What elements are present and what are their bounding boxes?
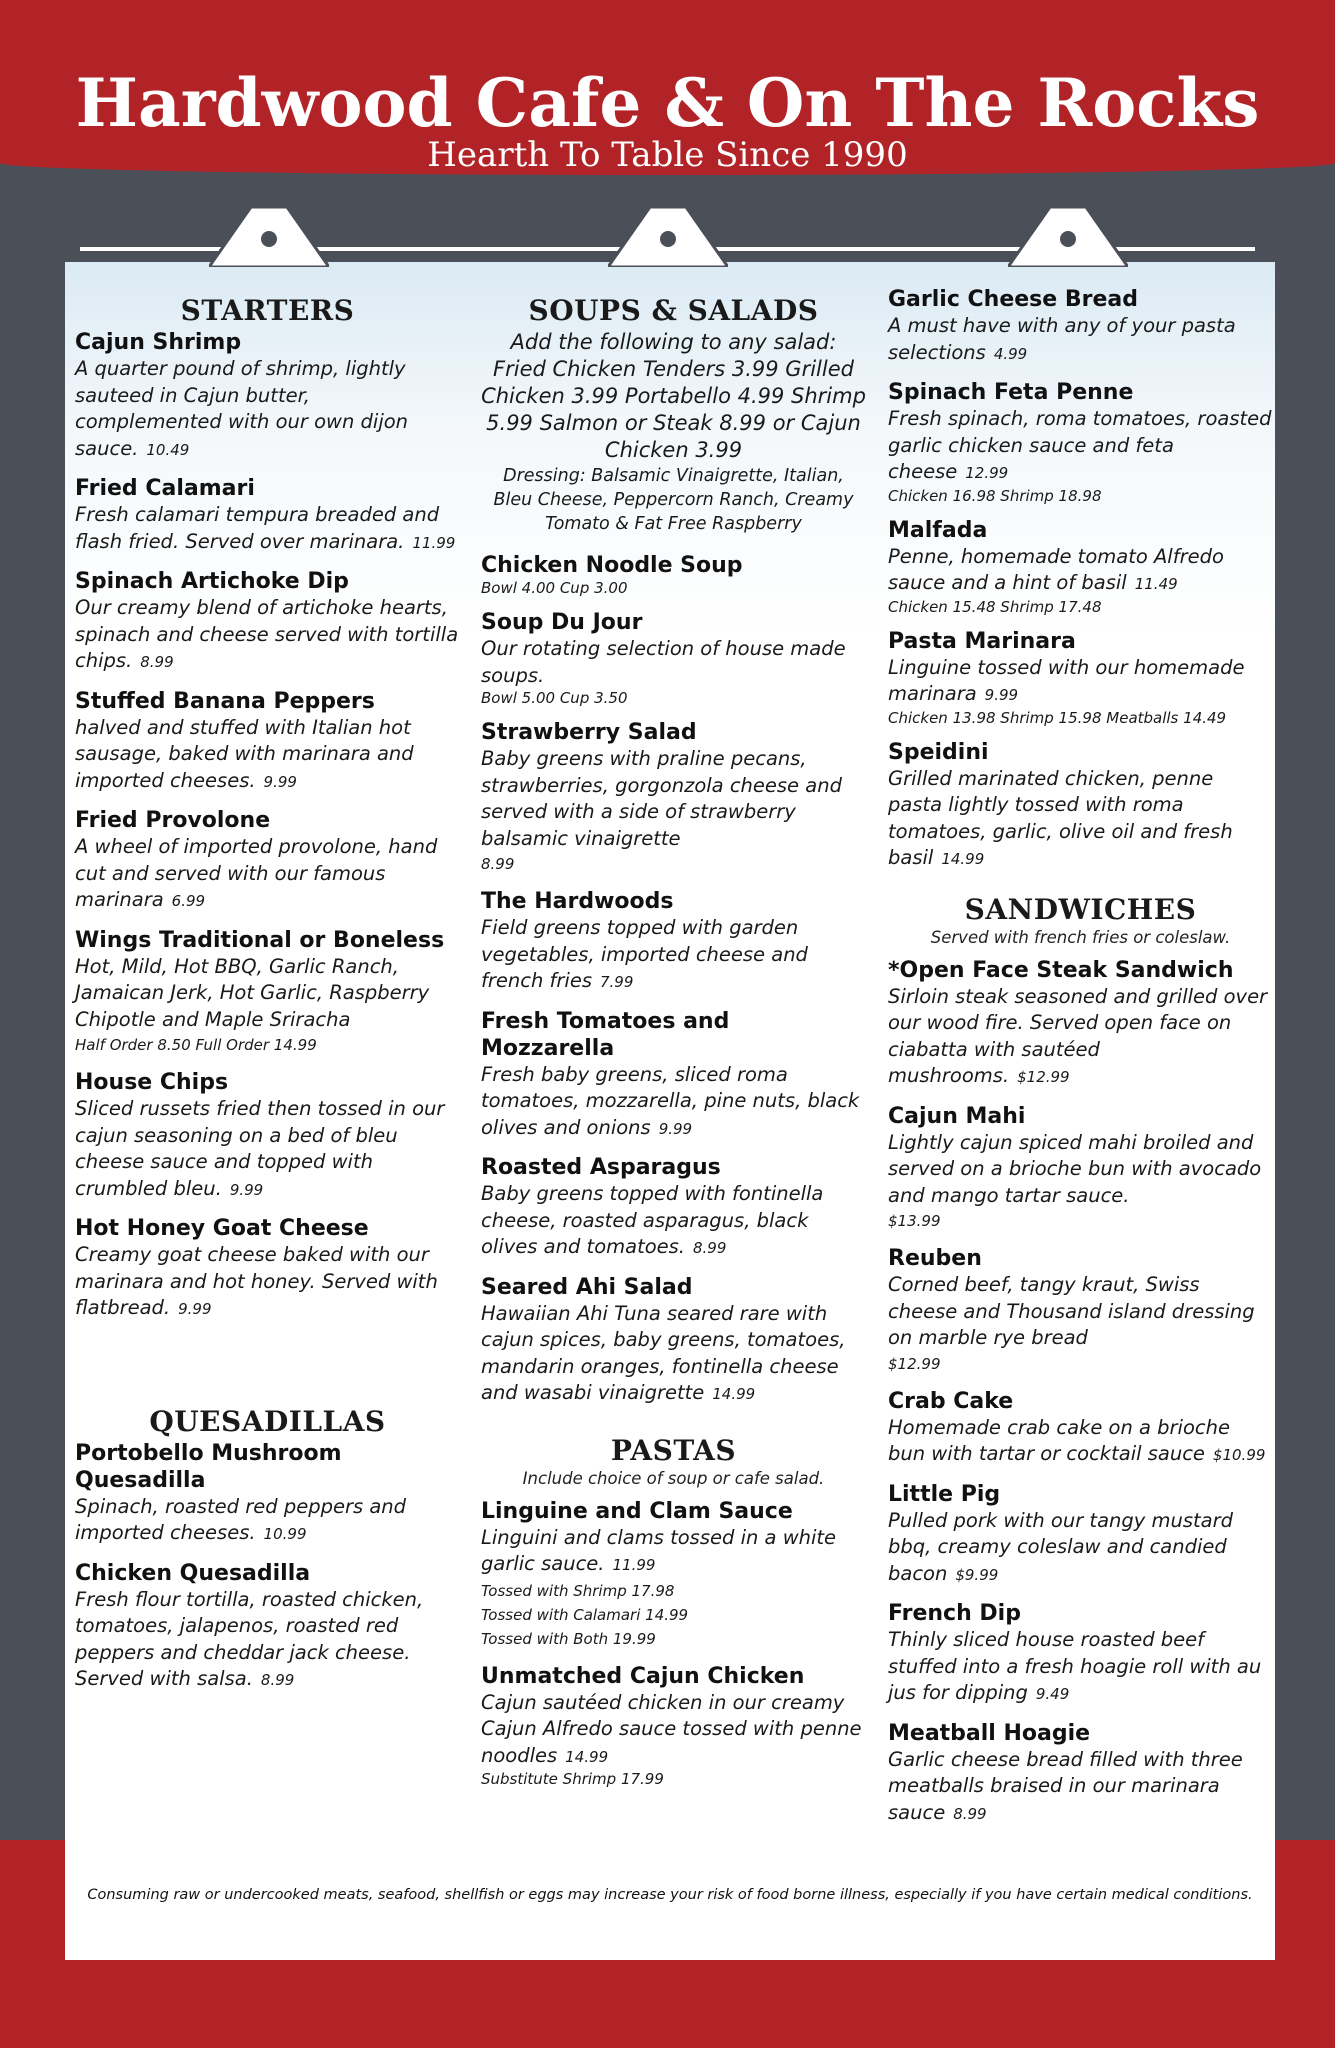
menu-item-portobello-quesadilla	[75, 1440, 460, 1548]
menu-item-little-pig	[888, 1481, 1273, 1589]
item-price: 11.49	[1134, 575, 1178, 593]
item-name: The Hardwoods	[481, 889, 674, 914]
menu-item-french-dip	[888, 1600, 1273, 1708]
item-desc: Pulled pork with our tangy mustard bbq, creamy coleslaw and candied bacon $9.99	[888, 1508, 1233, 1585]
item-price: 9.99	[658, 1119, 693, 1138]
item-price: 12.99	[965, 464, 1009, 482]
item-price: $13.99	[888, 1212, 941, 1230]
item-desc: Hawaiian Ahi Tuna seared rare with cajun spices, baby greens, tomatoes, mandarin oranges, fontinella cheese and wasabi vinaigrette 14.99	[481, 1301, 846, 1404]
item-desc: Thinly sliced house roasted beef stuffed into a fresh hoagie roll with au jus for dipping 9.49	[888, 1628, 1262, 1704]
item-desc: Lightly cajun spiced mahi broiled and served on a brioche bun with avocado and mango tartar sauce.	[888, 1130, 1262, 1207]
item-price: $12.99	[1017, 1068, 1070, 1086]
menu-item-spinach-feta-penne	[888, 379, 1273, 505]
item-price: 14.99	[712, 1385, 756, 1403]
item-desc: Linguine tossed with our homemade marinara 9.99	[888, 655, 1245, 705]
item-desc: Homemade crab cake on a brioche bun with tartar or cocktail sauce $10.99	[888, 1415, 1266, 1465]
item-desc: A must have with any of your pasta selections 4.99	[888, 314, 1236, 364]
item-desc: Penne, homemade tomato Alfredo sauce and a hint of basil 11.49	[888, 544, 1224, 594]
item-name: Fried Calamari	[75, 476, 255, 501]
item-desc: Fresh spinach, roma tomatoes, roasted garlic chicken sauce and feta cheese 12.99	[888, 407, 1272, 483]
item-name: Chicken Noodle Soup	[481, 553, 743, 578]
hanging-tab-right	[1008, 205, 1128, 267]
salad-dressings: Dressing: Balsamic Vinaigrette, Italian, Bleu Cheese, Peppercorn Ranch, Creamy Tomato & Fat Free Raspberry	[493, 466, 854, 534]
item-price: 4.99	[993, 344, 1028, 363]
item-name: House Chips	[75, 1070, 229, 1095]
item-desc: Linguini and clams tossed in a white garlic sauce. 11.99	[481, 1525, 837, 1575]
menu-item-fried-provolone	[75, 807, 460, 915]
item-price: 9.99	[263, 772, 297, 791]
header-divider	[0, 175, 1335, 187]
item-name: Stuffed Banana Peppers	[75, 688, 375, 714]
menu-item-reuben	[888, 1245, 1273, 1376]
menu-item-open-face-steak	[888, 957, 1273, 1091]
menu-item-house-chips	[75, 1069, 460, 1203]
item-price: 9.99	[984, 686, 1019, 704]
item-desc: Creamy goat cheese baked with our marinara and hot honey. Served with flatbread. 9.99	[75, 1243, 438, 1319]
item-name: Chicken Quesadilla	[75, 1560, 311, 1586]
item-desc: Our rotating selection of house made soups.	[481, 637, 846, 687]
menu-item-strawberry-salad	[481, 719, 866, 876]
item-name: Meatball Hoagie	[888, 1720, 1091, 1746]
item-price-options: Chicken 15.48 Shrimp 17.48	[888, 597, 1102, 616]
item-desc: Baby greens topped with fontinella cheese, roasted asparagus, black olives and tomatoes. 8.99	[481, 1182, 824, 1258]
menu-item-stuffed-banana-peppers	[75, 688, 460, 796]
menu-item-hot-honey-goat-cheese	[75, 1215, 460, 1323]
sandwiches-heading: SANDWICHES	[964, 892, 1197, 926]
item-price-options: Chicken 13.98 Shrimp 15.98 Meatballs 14.49	[888, 708, 1227, 727]
starters-heading: STARTERS	[180, 294, 355, 327]
item-price: 11.99	[412, 533, 456, 552]
column-middle	[481, 290, 866, 1800]
quesadillas-heading: QUESADILLAS	[149, 1404, 386, 1438]
item-desc: Spinach, roasted red peppers and imported cheeses. 10.99	[75, 1494, 407, 1544]
item-name: Fresh Tomatoes and Mozzarella	[481, 1008, 730, 1061]
item-price-options: Half Order 8.50 Full Order 14.99	[75, 1036, 317, 1054]
item-option: Tossed with Shrimp 17.98	[481, 1581, 675, 1600]
item-option: Tossed with Calamari 14.99	[481, 1605, 689, 1624]
item-name: Strawberry Salad	[481, 720, 697, 745]
item-price: 8.99	[140, 653, 174, 671]
menu-item-the-hardwoods	[481, 888, 866, 996]
item-price: $10.99	[1212, 1446, 1266, 1464]
menu-item-chicken-noodle-soup	[481, 552, 866, 597]
item-name: Hot Honey Goat Cheese	[75, 1216, 369, 1241]
item-name: Cajun Mahi	[888, 1103, 1026, 1129]
menu-item-unmatched-cajun-chicken	[481, 1663, 866, 1789]
menu-item-malfada	[888, 517, 1273, 616]
menu-item-soup-du-jour	[481, 609, 866, 707]
item-price: $12.99	[888, 1354, 941, 1373]
item-desc: Baby greens with praline pecans, strawberries, gorgonzola cheese and served with a side of strawberry balsamic vinaigrette	[481, 747, 842, 850]
menu-item-tomatoes-mozzarella	[481, 1008, 866, 1143]
menu-item-fried-calamari	[75, 475, 460, 556]
item-name: Spinach Feta Penne	[888, 380, 1134, 405]
item-name: Fried Provolone	[75, 808, 271, 833]
item-name: *Open Face Steak Sandwich	[888, 957, 1234, 983]
menu-item-pasta-marinara	[888, 628, 1273, 727]
column-left	[75, 290, 460, 1706]
hanging-tab-middle	[608, 205, 728, 267]
hanger-icon	[1008, 205, 1128, 267]
item-desc: halved and stuffed with Italian hot sausage, baked with marinara and imported cheeses. 9.99	[75, 715, 414, 792]
item-price: 8.99	[260, 1671, 295, 1689]
item-price-options: Bowl 4.00 Cup 3.00	[481, 579, 628, 597]
restaurant-tagline: Hearth To Table Since 1990	[427, 135, 908, 175]
item-price: $9.99	[955, 1565, 999, 1584]
item-name: French Dip	[888, 1601, 1021, 1626]
menu-item-wings	[75, 927, 460, 1058]
item-name: Roasted Asparagus	[481, 1155, 721, 1180]
menu-item-garlic-cheese-bread	[888, 286, 1273, 367]
item-desc: Fresh calamari tempura breaded and flash fried. Served over marinara. 11.99	[75, 503, 456, 553]
item-desc: Our creamy blend of artichoke hearts, spinach and cheese served with tortilla chips. 8.99	[75, 596, 459, 672]
item-name: Spinach Artichoke Dip	[75, 569, 349, 594]
menu-item-linguine-clam-sauce	[481, 1498, 866, 1651]
item-price: 14.99	[565, 1747, 609, 1766]
menu-item-roasted-asparagus	[481, 1154, 866, 1262]
hanger-icon	[608, 205, 728, 267]
item-name: Malfada	[888, 517, 988, 543]
hanging-tab-left	[209, 205, 329, 267]
sandwiches-note: Served with french fries or coleslaw.	[930, 927, 1231, 947]
item-name: Seared Ahi Salad	[481, 1274, 693, 1300]
menu-item-cajun-mahi	[888, 1103, 1273, 1234]
item-price-options: Chicken 16.98 Shrimp 18.98	[888, 486, 1102, 505]
item-name: Speidini	[888, 739, 989, 765]
item-price: 8.99	[693, 1239, 727, 1257]
item-price: 10.49	[146, 440, 190, 459]
item-name: Crab Cake	[888, 1388, 1014, 1414]
menu-item-meatball-hoagie	[888, 1720, 1273, 1828]
item-desc: Sliced russets fried then tossed in our cajun seasoning on a bed of bleu cheese sauce and topped with crumbled bleu. 9.99	[75, 1097, 445, 1200]
item-name: Linguine and Clam Sauce	[481, 1498, 793, 1524]
item-desc: Corned beef, tangy kraut, Swiss cheese and Thousand island dressing on marble rye bread	[888, 1273, 1255, 1349]
item-price: 8.99	[953, 1804, 987, 1823]
menu-item-spinach-artichoke-dip	[75, 568, 460, 676]
menu-item-cajun-shrimp	[75, 329, 460, 463]
item-price-options: Bowl 5.00 Cup 3.50	[481, 689, 628, 707]
item-name: Wings Traditional or Boneless	[75, 927, 445, 953]
item-desc: A quarter pound of shrimp, lightly sauteed in Cajun butter, complemented with our own dijon sauce. 10.49	[75, 357, 409, 460]
item-name: Cajun Shrimp	[75, 330, 242, 355]
item-price: 14.99	[941, 850, 985, 868]
item-desc: Cajun sautéed chicken in our creamy Cajun Alfredo sauce tossed with penne noodles 14.99	[481, 1690, 862, 1767]
item-name: Pasta Marinara	[888, 628, 1076, 654]
pastas-heading: PASTAS	[610, 1433, 737, 1467]
pastas-note: Include choice of soup or cafe salad.	[522, 1468, 825, 1488]
item-desc: Grilled marinated chicken, penne pasta lightly tossed with roma tomatoes, garlic, olive oil and fresh basil 14.99	[888, 766, 1233, 869]
item-desc: Garlic cheese bread filled with three meatballs braised in our marinara sauce 8.99	[888, 1747, 1243, 1824]
item-desc: Field greens topped with garden vegetables, imported cheese and french fries 7.99	[481, 916, 808, 992]
item-desc: Fresh flour tortilla, roasted chicken, tomatoes, jalapenos, roasted red peppers and cheddar jack cheese. Served with salsa. 8.99	[75, 1587, 424, 1690]
hanger-icon	[209, 205, 329, 267]
menu-item-seared-ahi-salad	[481, 1274, 866, 1408]
soups-salads-heading: SOUPS & SALADS	[528, 294, 819, 327]
item-price: 11.99	[612, 1556, 656, 1574]
item-price: 9.99	[229, 1180, 264, 1199]
food-safety-disclaimer: Consuming raw or undercooked meats, seafood, shellfish or eggs may increase your risk of food borne illness, especially if you have certain medical conditions.	[87, 1887, 1253, 1903]
item-desc: Hot, Mild, Hot BBQ, Garlic Ranch, Jamaican Jerk, Hot Garlic, Raspberry Chipotle and Maple Sriracha	[75, 954, 430, 1031]
item-name: Unmatched Cajun Chicken	[481, 1663, 805, 1689]
item-name: Garlic Cheese Bread	[888, 287, 1138, 312]
item-name: Reuben	[888, 1246, 982, 1271]
menu-item-chicken-quesadilla	[75, 1560, 460, 1694]
salad-add-ons: Add the following to any salad: Fried Chicken Tenders 3.99 Grilled Chicken 3.99 Portabello 4.99 Shrimp 5.99 Salmon or Steak 8.99 or Cajun Chicken 3.99	[481, 330, 866, 462]
menu-item-speidini	[888, 739, 1273, 873]
item-price: 9.99	[178, 1300, 212, 1318]
column-right	[888, 286, 1273, 1839]
item-price: 9.49	[1035, 1685, 1070, 1703]
item-name: Little Pig	[888, 1481, 1001, 1507]
item-name: Soup Du Jour	[481, 610, 643, 635]
item-price: 6.99	[171, 892, 206, 910]
item-name: Portobello Mushroom Quesadilla	[75, 1440, 342, 1493]
item-price: 8.99	[481, 855, 515, 873]
item-option: Substitute Shrimp 17.99	[481, 1770, 664, 1788]
restaurant-title: Hardwood Cafe & On The Rocks	[75, 64, 1260, 142]
item-desc: A wheel of imported provolone, hand cut and served with our famous marinara 6.99	[75, 835, 438, 911]
item-desc: Fresh baby greens, sliced roma tomatoes, mozzarella, pine nuts, black olives and onions 9.99	[481, 1062, 860, 1139]
item-desc: Sirloin steak seasoned and grilled over our wood fire. Served open face on ciabatta with sautéed mushrooms. $12.99	[888, 984, 1268, 1087]
menu-item-crab-cake	[888, 1388, 1273, 1469]
item-price: 10.99	[263, 1525, 307, 1543]
item-option: Tossed with Both 19.99	[481, 1629, 656, 1648]
item-price: 7.99	[599, 973, 634, 991]
